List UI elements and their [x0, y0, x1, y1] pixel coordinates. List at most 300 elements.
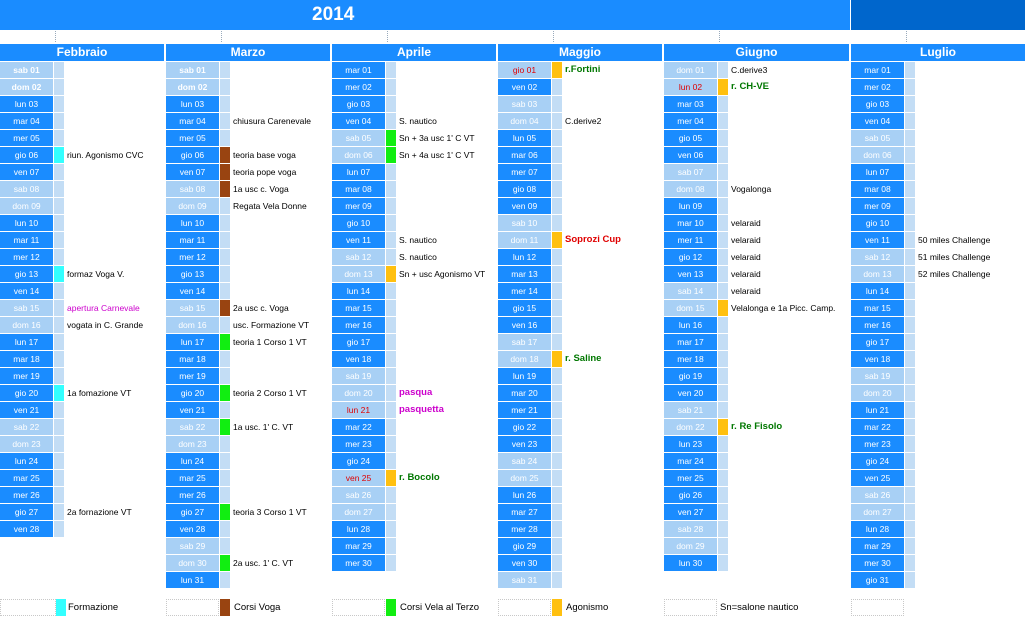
column-separator: [906, 31, 907, 42]
event-marker: [718, 113, 728, 129]
legend-note: Sn=salone nautico: [720, 602, 799, 613]
event-note: pasquetta: [399, 404, 444, 415]
day-cell: ven 28: [0, 521, 53, 537]
day-cell: mer 26: [166, 487, 219, 503]
event-marker: [220, 504, 230, 520]
event-marker: [718, 79, 728, 95]
event-note: teoria 1 Corso 1 VT: [233, 337, 307, 347]
day-cell: mar 25: [166, 470, 219, 486]
day-cell: mar 01: [332, 62, 385, 78]
day-cell: ven 07: [0, 164, 53, 180]
day-cell: mer 30: [332, 555, 385, 571]
event-marker: [54, 351, 64, 367]
event-marker: [718, 521, 728, 537]
event-note: velaraid: [731, 269, 761, 279]
day-cell: dom 13: [332, 266, 385, 282]
event-marker: [220, 385, 230, 401]
day-cell: gio 29: [498, 538, 551, 554]
column-separator: [387, 31, 388, 42]
event-marker: [552, 402, 562, 418]
event-marker: [552, 266, 562, 282]
event-note: 52 miles Challenge: [918, 269, 991, 279]
day-cell: mar 29: [851, 538, 904, 554]
event-marker: [386, 368, 396, 384]
event-note: C.derive3: [731, 65, 768, 75]
day-cell: sab 03: [498, 96, 551, 112]
event-marker: [220, 334, 230, 350]
event-marker: [220, 249, 230, 265]
event-marker: [220, 300, 230, 316]
day-cell: sab 14: [664, 283, 717, 299]
day-cell: lun 07: [332, 164, 385, 180]
day-cell: gio 27: [166, 504, 219, 520]
event-marker: [905, 572, 915, 588]
event-marker: [386, 317, 396, 333]
event-marker: [220, 130, 230, 146]
event-marker: [386, 181, 396, 197]
day-cell: sab 22: [0, 419, 53, 435]
day-cell: lun 21: [332, 402, 385, 418]
event-marker: [905, 555, 915, 571]
day-cell: dom 27: [332, 504, 385, 520]
event-marker: [718, 487, 728, 503]
day-cell: mar 18: [166, 351, 219, 367]
event-marker: [552, 419, 562, 435]
day-cell: gio 19: [664, 368, 717, 384]
day-cell: mar 11: [166, 232, 219, 248]
event-marker: [905, 385, 915, 401]
event-note: velaraid: [731, 218, 761, 228]
event-marker: [552, 198, 562, 214]
day-cell: dom 02: [166, 79, 219, 95]
event-marker: [386, 419, 396, 435]
event-marker: [220, 487, 230, 503]
legend-cell: [166, 599, 219, 616]
event-marker: [54, 368, 64, 384]
event-marker: [905, 351, 915, 367]
event-marker: [386, 130, 396, 146]
legend-cell: [332, 599, 385, 616]
day-cell: gio 06: [166, 147, 219, 163]
day-cell: dom 06: [851, 147, 904, 163]
event-marker: [220, 555, 230, 571]
event-marker: [386, 555, 396, 571]
day-cell: mar 04: [0, 113, 53, 129]
event-note: usc. Formazione VT: [233, 320, 310, 330]
day-cell: gio 01: [498, 62, 551, 78]
event-marker: [54, 62, 64, 78]
event-note: teoria 2 Corso 1 VT: [233, 388, 307, 398]
day-cell: ven 25: [851, 470, 904, 486]
day-cell: mer 02: [332, 79, 385, 95]
event-marker: [905, 249, 915, 265]
day-cell: dom 15: [664, 300, 717, 316]
day-cell: dom 16: [166, 317, 219, 333]
event-marker: [552, 283, 562, 299]
event-marker: [220, 402, 230, 418]
event-marker: [386, 300, 396, 316]
event-marker: [386, 62, 396, 78]
event-marker: [54, 402, 64, 418]
day-cell: gio 24: [851, 453, 904, 469]
day-cell: gio 20: [166, 385, 219, 401]
day-cell: gio 03: [851, 96, 904, 112]
day-cell: lun 26: [498, 487, 551, 503]
event-marker: [220, 419, 230, 435]
event-note: 2a usc c. Voga: [233, 303, 289, 313]
event-note: teoria 3 Corso 1 VT: [233, 507, 307, 517]
event-marker: [220, 351, 230, 367]
event-marker: [905, 538, 915, 554]
column-separator: [553, 31, 554, 42]
event-note: Velalonga e 1a Picc. Camp.: [731, 303, 836, 313]
legend-cell: [664, 599, 717, 616]
month-header-giugno: Giugno: [664, 44, 849, 61]
event-marker: [220, 317, 230, 333]
day-cell: ven 14: [166, 283, 219, 299]
day-cell: mar 01: [851, 62, 904, 78]
event-marker: [54, 198, 64, 214]
event-note: teoria pope voga: [233, 167, 297, 177]
event-marker: [54, 79, 64, 95]
day-cell: mer 23: [851, 436, 904, 452]
event-marker: [54, 334, 64, 350]
event-note: 2a fornazione VT: [67, 507, 132, 517]
day-cell: lun 02: [664, 79, 717, 95]
legend-swatch-agonismo: [552, 599, 562, 616]
event-marker: [552, 470, 562, 486]
event-marker: [905, 436, 915, 452]
day-cell: mar 08: [332, 181, 385, 197]
event-marker: [54, 113, 64, 129]
event-note: 51 miles Challenge: [918, 252, 991, 262]
day-cell: dom 11: [498, 232, 551, 248]
event-marker: [905, 334, 915, 350]
month-header-luglio: Luglio: [851, 44, 1025, 61]
day-cell: lun 05: [498, 130, 551, 146]
event-marker: [386, 385, 396, 401]
day-cell: dom 29: [664, 538, 717, 554]
event-note: r.Fortini: [565, 64, 601, 75]
day-cell: mar 13: [498, 266, 551, 282]
event-marker: [905, 62, 915, 78]
day-cell: ven 27: [664, 504, 717, 520]
day-cell: lun 03: [0, 96, 53, 112]
event-note: Vogalonga: [731, 184, 772, 194]
day-cell: mer 11: [664, 232, 717, 248]
event-marker: [552, 147, 562, 163]
day-cell: mar 22: [851, 419, 904, 435]
day-cell: gio 03: [332, 96, 385, 112]
day-cell: mar 15: [851, 300, 904, 316]
event-marker: [220, 181, 230, 197]
event-note: apertura Carnevale: [67, 303, 140, 313]
day-cell: gio 06: [0, 147, 53, 163]
event-marker: [905, 504, 915, 520]
day-cell: sab 31: [498, 572, 551, 588]
event-marker: [905, 198, 915, 214]
day-cell: sab 29: [166, 538, 219, 554]
event-marker: [552, 385, 562, 401]
day-cell: gio 13: [0, 266, 53, 282]
day-cell: sab 22: [166, 419, 219, 435]
day-cell: mar 06: [498, 147, 551, 163]
day-cell: mar 18: [0, 351, 53, 367]
day-cell: ven 25: [332, 470, 385, 486]
day-cell: dom 22: [664, 419, 717, 435]
event-marker: [552, 572, 562, 588]
event-marker: [220, 215, 230, 231]
day-cell: lun 17: [0, 334, 53, 350]
event-marker: [220, 538, 230, 554]
day-cell: gio 17: [332, 334, 385, 350]
day-cell: gio 10: [332, 215, 385, 231]
day-cell: mer 02: [851, 79, 904, 95]
event-marker: [386, 436, 396, 452]
event-note: r. Saline: [565, 353, 602, 364]
event-marker: [718, 62, 728, 78]
event-marker: [718, 249, 728, 265]
event-marker: [905, 147, 915, 163]
day-cell: dom 23: [0, 436, 53, 452]
event-marker: [718, 402, 728, 418]
event-marker: [54, 521, 64, 537]
event-marker: [905, 232, 915, 248]
day-cell: sab 15: [0, 300, 53, 316]
event-marker: [220, 232, 230, 248]
event-marker: [718, 300, 728, 316]
event-note: formaz Voga V.: [67, 269, 125, 279]
day-cell: sab 28: [664, 521, 717, 537]
day-cell: ven 13: [664, 266, 717, 282]
day-cell: mar 10: [664, 215, 717, 231]
event-note: 1a fomazione VT: [67, 388, 132, 398]
day-cell: gio 22: [498, 419, 551, 435]
day-cell: sab 05: [851, 130, 904, 146]
event-marker: [220, 79, 230, 95]
day-cell: ven 21: [166, 402, 219, 418]
spacer-row: [0, 31, 1025, 42]
event-marker: [905, 283, 915, 299]
day-cell: sab 01: [0, 62, 53, 78]
day-cell: ven 30: [498, 555, 551, 571]
event-note: Sn + 4a usc 1' C VT: [399, 150, 475, 160]
day-cell: ven 04: [851, 113, 904, 129]
event-marker: [552, 521, 562, 537]
event-marker: [718, 215, 728, 231]
event-marker: [220, 521, 230, 537]
event-marker: [718, 470, 728, 486]
event-marker: [54, 300, 64, 316]
legend-swatch-corsi-voga: [220, 599, 230, 616]
day-cell: sab 01: [166, 62, 219, 78]
event-marker: [220, 164, 230, 180]
event-marker: [386, 198, 396, 214]
event-note: Soprozi Cup: [565, 234, 621, 245]
day-cell: mer 16: [332, 317, 385, 333]
day-cell: gio 15: [498, 300, 551, 316]
day-cell: sab 19: [851, 368, 904, 384]
day-cell: mer 21: [498, 402, 551, 418]
day-cell: ven 23: [498, 436, 551, 452]
day-cell: mer 12: [0, 249, 53, 265]
event-marker: [552, 79, 562, 95]
day-cell: gio 26: [664, 487, 717, 503]
event-note: S. nautico: [399, 252, 437, 262]
event-note: chiusura Carenevale: [233, 116, 311, 126]
day-cell: dom 08: [664, 181, 717, 197]
day-cell: ven 04: [332, 113, 385, 129]
day-cell: mar 22: [332, 419, 385, 435]
day-cell: ven 06: [664, 147, 717, 163]
day-cell: dom 09: [0, 198, 53, 214]
day-cell: lun 30: [664, 555, 717, 571]
event-marker: [905, 266, 915, 282]
event-marker: [54, 215, 64, 231]
event-marker: [386, 96, 396, 112]
day-cell: ven 21: [0, 402, 53, 418]
day-cell: lun 31: [166, 572, 219, 588]
day-cell: sab 26: [851, 487, 904, 503]
day-cell: ven 28: [166, 521, 219, 537]
event-marker: [718, 351, 728, 367]
event-marker: [718, 164, 728, 180]
event-note: pasqua: [399, 387, 433, 398]
event-note: velaraid: [731, 252, 761, 262]
event-marker: [54, 470, 64, 486]
event-marker: [552, 130, 562, 146]
day-cell: lun 12: [498, 249, 551, 265]
event-marker: [386, 504, 396, 520]
event-marker: [552, 300, 562, 316]
day-cell: mer 05: [0, 130, 53, 146]
day-cell: mer 09: [851, 198, 904, 214]
day-cell: dom 06: [332, 147, 385, 163]
day-cell: mar 08: [851, 181, 904, 197]
day-cell: dom 04: [498, 113, 551, 129]
event-marker: [220, 368, 230, 384]
event-note: Regata Vela Donne: [233, 201, 307, 211]
day-cell: mar 20: [498, 385, 551, 401]
event-marker: [718, 266, 728, 282]
event-marker: [718, 96, 728, 112]
legend-cell: [0, 599, 56, 616]
day-cell: gio 20: [0, 385, 53, 401]
day-cell: gio 27: [0, 504, 53, 520]
day-cell: sab 19: [332, 368, 385, 384]
day-cell: mer 26: [0, 487, 53, 503]
day-cell: sab 15: [166, 300, 219, 316]
day-cell: dom 01: [664, 62, 717, 78]
event-note: S. nautico: [399, 116, 437, 126]
event-marker: [552, 96, 562, 112]
event-note: vogata in C. Grande: [67, 320, 144, 330]
day-cell: mar 15: [332, 300, 385, 316]
day-cell: lun 10: [166, 215, 219, 231]
day-cell: sab 08: [166, 181, 219, 197]
day-cell: sab 26: [332, 487, 385, 503]
legend-label-formazione: Formazione: [68, 602, 119, 613]
event-marker: [718, 232, 728, 248]
event-marker: [54, 164, 64, 180]
day-cell: mer 16: [851, 317, 904, 333]
day-cell: ven 18: [851, 351, 904, 367]
event-note: 1a usc. 1' C. VT: [233, 422, 294, 432]
event-marker: [386, 147, 396, 163]
event-marker: [220, 283, 230, 299]
day-cell: ven 11: [332, 232, 385, 248]
column-separator: [55, 31, 56, 42]
title-bar-right: [851, 0, 1025, 30]
event-marker: [386, 232, 396, 248]
event-marker: [220, 198, 230, 214]
event-marker: [718, 317, 728, 333]
event-marker: [718, 436, 728, 452]
event-marker: [54, 487, 64, 503]
day-cell: lun 03: [166, 96, 219, 112]
event-marker: [552, 504, 562, 520]
event-note: riun. Agonismo CVC: [67, 150, 144, 160]
event-marker: [718, 538, 728, 554]
event-marker: [905, 419, 915, 435]
day-cell: lun 24: [166, 453, 219, 469]
day-cell: ven 02: [498, 79, 551, 95]
event-marker: [54, 317, 64, 333]
day-cell: mer 19: [166, 368, 219, 384]
day-cell: dom 02: [0, 79, 53, 95]
day-cell: ven 18: [332, 351, 385, 367]
day-cell: mer 18: [664, 351, 717, 367]
event-marker: [386, 453, 396, 469]
day-cell: dom 18: [498, 351, 551, 367]
legend-cell: [851, 599, 904, 616]
day-cell: ven 20: [664, 385, 717, 401]
day-cell: dom 23: [166, 436, 219, 452]
legend-label-corsi-voga: Corsi Voga: [234, 602, 281, 613]
event-marker: [54, 453, 64, 469]
day-cell: sab 12: [851, 249, 904, 265]
event-marker: [386, 487, 396, 503]
event-marker: [552, 113, 562, 129]
event-marker: [220, 62, 230, 78]
day-cell: mar 25: [0, 470, 53, 486]
day-cell: gio 17: [851, 334, 904, 350]
event-marker: [905, 96, 915, 112]
day-cell: lun 28: [332, 521, 385, 537]
event-marker: [386, 334, 396, 350]
event-marker: [54, 266, 64, 282]
day-cell: lun 09: [664, 198, 717, 214]
day-cell: mar 27: [498, 504, 551, 520]
event-marker: [386, 113, 396, 129]
event-marker: [54, 436, 64, 452]
day-cell: gio 31: [851, 572, 904, 588]
event-marker: [552, 453, 562, 469]
day-cell: lun 19: [498, 368, 551, 384]
event-note: Sn + usc Agonismo VT: [399, 269, 486, 279]
event-marker: [54, 385, 64, 401]
day-cell: sab 17: [498, 334, 551, 350]
title-bar: [0, 0, 850, 30]
day-cell: gio 05: [664, 130, 717, 146]
event-marker: [718, 555, 728, 571]
event-marker: [220, 470, 230, 486]
event-marker: [552, 487, 562, 503]
event-marker: [552, 351, 562, 367]
day-cell: sab 08: [0, 181, 53, 197]
day-cell: mer 12: [166, 249, 219, 265]
event-marker: [54, 283, 64, 299]
